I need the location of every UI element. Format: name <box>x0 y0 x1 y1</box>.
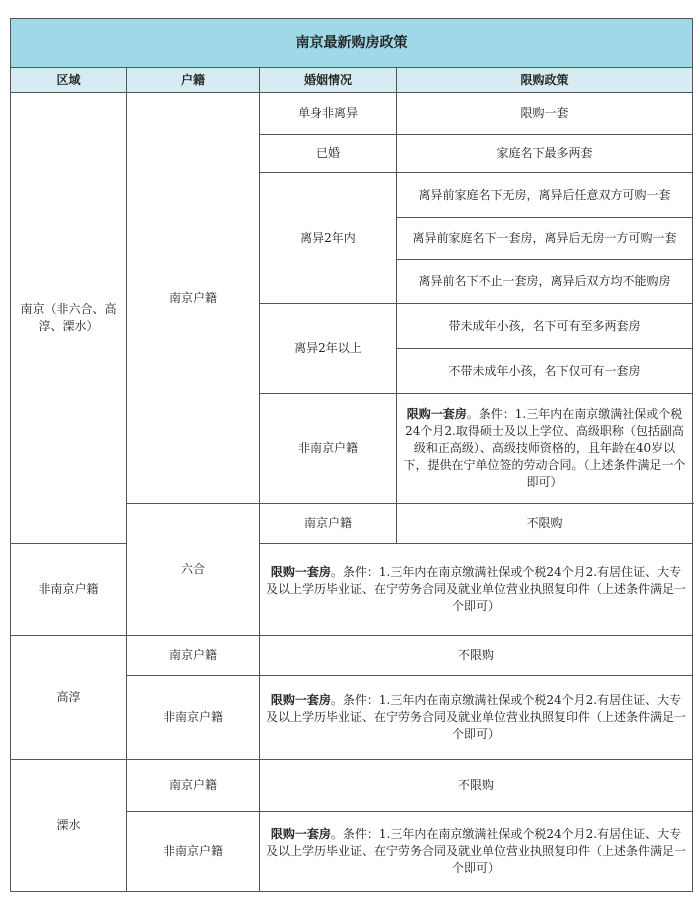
region-liuhe: 六合 <box>127 504 260 636</box>
policy-nonlocal-bold: 限购一套房 <box>406 407 467 421</box>
marriage-divorced-within-2y: 离异2年内 <box>260 173 397 304</box>
policy-local-gaochun: 不限购 <box>260 636 693 676</box>
policy-single: 限购一套 <box>397 93 693 135</box>
policy-divorced-over-2: 不带未成年小孩，名下仅可有一套房 <box>397 349 693 394</box>
hukou-local-gaochun: 南京户籍 <box>127 636 260 676</box>
table-title: 南京最新购房政策 <box>11 19 693 68</box>
policy-nonlocal-liuhe <box>260 544 693 636</box>
policy-nonlocal-text: 。条件：1.三年内在南京缴满社保或个税24个月2.有居住证、大专及以上学历毕业证、在宁劳务合同及就业单位营业执照复印件（上述条件满足一个即可） <box>266 693 687 741</box>
hukou-nonlocal-liuhe: 非南京户籍 <box>11 544 127 636</box>
policy-divorced-within-3: 离异前名下不止一套房，离异后双方均不能购房 <box>397 260 693 304</box>
hukou-nonlocal-gaochun: 非南京户籍 <box>127 676 260 760</box>
hukou-local-liuhe: 南京户籍 <box>260 504 397 544</box>
region-nanjing-main: 南京（非六合、高淳、溧水） <box>11 93 127 544</box>
policy-divorced-within-2: 离异前家庭名下一套房，离异后无房一方可购一套 <box>397 218 693 260</box>
header-hukou: 户籍 <box>127 68 260 93</box>
policy-nonlocal-gaochun <box>260 676 693 760</box>
policy-married: 家庭名下最多两套 <box>397 135 693 173</box>
region-lishui: 溧水 <box>11 760 127 892</box>
policy-local-liuhe: 不限购 <box>397 504 693 544</box>
policy-local-lishui: 不限购 <box>260 760 693 812</box>
header-marriage: 婚姻情况 <box>260 68 397 93</box>
policy-nonlocal-bold: 限购一套房 <box>270 693 331 707</box>
policy-nonlocal-bold: 限购一套房 <box>270 565 331 579</box>
marriage-single: 单身非离异 <box>260 93 397 135</box>
marriage-married: 已婚 <box>260 135 397 173</box>
hukou-nonlocal: 非南京户籍 <box>260 394 397 504</box>
policy-divorced-over-1: 带未成年小孩，名下可有至多两套房 <box>397 304 693 349</box>
hukou-nonlocal-lishui: 非南京户籍 <box>127 812 260 892</box>
policy-nonlocal-bold: 限购一套房 <box>270 827 331 841</box>
policy-nonlocal-nanjing <box>397 394 693 504</box>
hukou-local-lishui: 南京户籍 <box>127 760 260 812</box>
policy-nonlocal-text: 。条件：1.三年内在南京缴满社保或个税24个月2.有居住证、大专及以上学历毕业证、在宁劳务合同及就业单位营业执照复印件（上述条件满足一个即可） <box>266 827 687 875</box>
policy-nonlocal-lishui <box>260 812 693 892</box>
hukou-nanjing-local: 南京户籍 <box>127 93 260 504</box>
header-region: 区域 <box>11 68 127 93</box>
marriage-divorced-over-2y: 离异2年以上 <box>260 304 397 394</box>
region-gaochun: 高淳 <box>11 636 127 760</box>
policy-nonlocal-text: 。条件：1.三年内在南京缴满社保或个税24个月2.取得硕士及以上学位、高级职称（包括副高级和正高级）、高级技师资格的，且年龄在40岁以下，提供在宁单位签的劳动合同。（上述条件满足一个即可） <box>403 407 686 489</box>
policy-table <box>10 18 693 892</box>
policy-nonlocal-text: 。条件：1.三年内在南京缴满社保或个税24个月2.有居住证、大专及以上学历毕业证、在宁劳务合同及就业单位营业执照复印件（上述条件满足一个即可） <box>266 565 687 613</box>
policy-divorced-within-1: 离异前家庭名下无房，离异后任意双方可购一套 <box>397 173 693 218</box>
header-policy: 限购政策 <box>397 68 693 93</box>
